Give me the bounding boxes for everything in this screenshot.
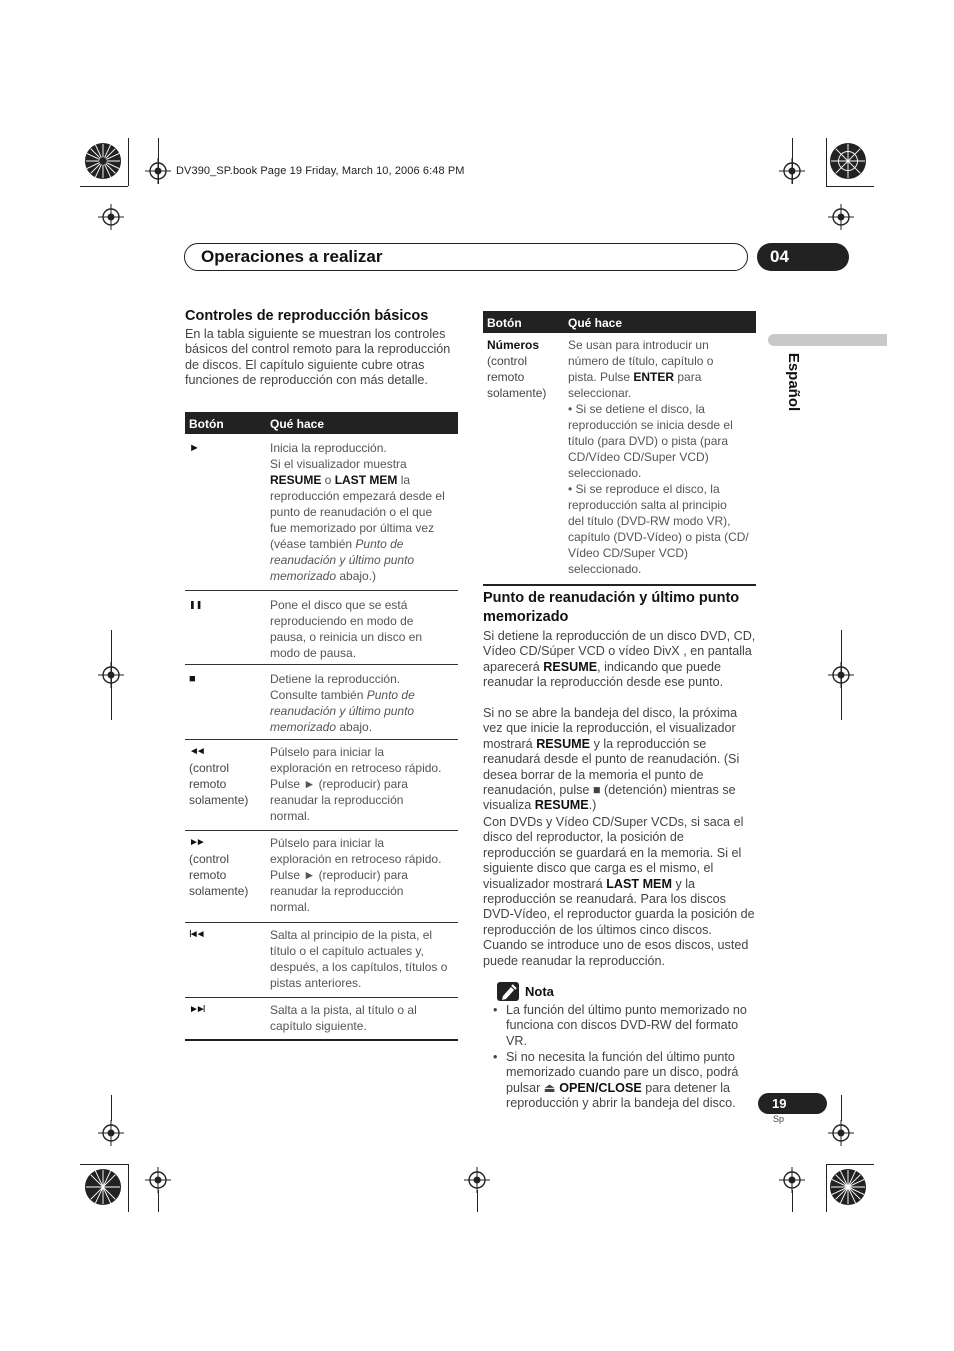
desc-line: Púlselo para iniciar la [270, 836, 385, 850]
note-label: Nota [525, 984, 554, 999]
col-header-button: Botón [189, 417, 224, 431]
col-header-what: Qué hace [270, 417, 325, 431]
table-row [185, 591, 458, 665]
desc-line-rich: memorizado abajo. [270, 720, 373, 734]
row-description [270, 440, 458, 584]
desc-line: fue memorizado por última vez [270, 521, 435, 535]
crop-line [826, 1164, 874, 1165]
crop-line [80, 1164, 128, 1165]
desc-line: • Si se reproduce el disco, la [568, 482, 720, 496]
row-key-note: (control remoto solamente) [189, 852, 249, 898]
row-description [568, 337, 756, 577]
desc-line: Detiene la reproducción. [270, 672, 401, 686]
crop-line [826, 1164, 827, 1212]
rewind-icon: ◄◄ [189, 746, 203, 757]
chapter-number: 04 [757, 243, 849, 271]
crop-line [477, 1190, 478, 1212]
registration-starburst-icon [829, 142, 867, 180]
desc-line-rich: pista. Pulse ENTER para [568, 370, 702, 384]
chapter-header [184, 243, 748, 271]
table-row [185, 831, 458, 923]
desc-line: exploración en retroceso rápido. [270, 761, 442, 775]
desc-line: número de título, capítulo o [568, 354, 714, 368]
desc-line: pausa, o reinicia un disco en [270, 630, 423, 644]
next-icon: ►►I [189, 1004, 203, 1015]
desc-line: punto de reanudación o el que [270, 505, 433, 519]
resume-paragraph-2: Si no se abre la bandeja del disco, la próxima vez que inicie la reproducción, el visualizador mostrará RESUME y la reproducción se reanudará desde el punto de reanudación. (Si desea borrar de la memoria el punto de reanudación, pulse ■ (detención) mientras se visualiza RESUME.) [483, 706, 740, 813]
desc-line: reanudar la reproducción [270, 793, 404, 807]
row-key-note: (control remoto solamente) [487, 354, 547, 400]
crop-line [826, 186, 874, 187]
play-icon: ► [189, 442, 200, 454]
resume-paragraph-3: Con DVDs y Vídeo CD/Super VCDs, si saca el disco del reproductor, la posición de reproducción se guardará en la memoria. Si el siguiente disco que carga es el mismo, el visualizador mostrará LAST MEM y la reproducción se reanudará. Para los discos DVD-Vídeo, el reproductor guarda la posición de reproducción de los últimos cinco discos. Cuando se introduce uno de esos discos, usted puede reanudar la reproducción. [483, 815, 755, 968]
desc-line: capítulo (DVD-Vídeo) o pista (CD/ [568, 530, 749, 544]
row-description [270, 597, 458, 661]
fast-forward-icon: ►► [189, 837, 203, 848]
note-text: Si no necesita la función del último punto memorizado cuando pare un disco, podrá pulsar ⏏ OPEN/CLOSE para detener la reproducción y abrir la bandeja del disco. [506, 1050, 739, 1111]
desc-line: reanudación y último punto [270, 553, 415, 567]
desc-line: Pone el disco que se está [270, 598, 408, 612]
desc-line: reanudación y último punto [270, 704, 415, 718]
registration-crosshair-icon [98, 204, 124, 230]
desc-line: Púlselo para iniciar la [270, 745, 385, 759]
side-tab-language: Español [785, 352, 802, 412]
desc-line: • Si se detiene el disco, la [568, 402, 705, 416]
desc-line: del título (DVD-RW modo VR), [568, 514, 731, 528]
table-row [185, 998, 458, 1041]
desc-line: después, a los capítulos, títulos o [270, 960, 448, 974]
registration-starburst-icon [84, 1168, 122, 1206]
chapter-title: Operaciones a realizar [201, 247, 383, 266]
desc-line: seleccionado. [568, 466, 642, 480]
numbers-key: Números [487, 338, 540, 352]
resume-paragraph-1: Si detiene la reproducción de un disco DVD, CD, Vídeo CD/Súper VCD o vídeo DivX , en pantalla aparecerá RESUME, indicando que puede reanudar la reproducción desde ese punto. [483, 629, 756, 690]
desc-line: Salta a la pista, al título o al [270, 1003, 417, 1017]
table-row [185, 665, 458, 740]
crop-line [158, 138, 159, 184]
registration-starburst-icon [84, 142, 122, 180]
desc-line: Salta al principio de la pista, el [270, 928, 433, 942]
controls-table [185, 412, 458, 1041]
crop-line [128, 138, 129, 186]
crop-line [158, 1190, 159, 1212]
desc-line: título (para DVD) o pista (para [568, 434, 729, 448]
desc-line: reproduciendo en modo de [270, 614, 414, 628]
desc-line-rich: RESUME o LAST MEM la [270, 473, 411, 487]
col-header-button: Botón [487, 316, 522, 330]
crop-line [841, 1095, 842, 1121]
bullet-icon: • [493, 1003, 498, 1017]
desc-line: título o el capítulo actuales y, [270, 944, 424, 958]
file-header: DV390_SP.book Page 19 Friday, March 10, 2006 6:48 PM [176, 165, 465, 177]
desc-line: capítulo siguiente. [270, 1019, 367, 1033]
desc-line: seleccionar. [568, 386, 632, 400]
table-row [185, 740, 458, 831]
desc-line: modo de pausa. [270, 646, 357, 660]
desc-line: Pulse ► (reproducir) para [270, 777, 408, 791]
bullet-icon: • [493, 1050, 498, 1064]
numbers-table [483, 311, 756, 586]
table-header [185, 412, 458, 434]
registration-crosshair-icon [828, 1120, 854, 1146]
previous-icon: I◄◄ [189, 929, 203, 940]
crop-line [128, 1164, 129, 1212]
crop-line [111, 1095, 112, 1121]
crop-line [80, 186, 128, 187]
page-language: Sp [773, 1114, 785, 1124]
section-heading-resume: Punto de reanudación y último punto memorizado [483, 590, 740, 625]
desc-line-rich: memorizado abajo.) [270, 569, 377, 583]
registration-crosshair-icon [98, 1120, 124, 1146]
note-text: La función del último punto memorizado no funciona con discos DVD-RW del formato VR. [506, 1003, 747, 1048]
crop-line [841, 630, 842, 720]
pause-icon: ❚❚ [189, 600, 203, 609]
desc-line: pistas anteriores. [270, 976, 362, 990]
desc-line: seleccionado. [568, 562, 642, 576]
crop-line [792, 1190, 793, 1212]
col-header-what: Qué hace [568, 316, 623, 330]
desc-line: Pulse ► (reproducir) para [270, 868, 408, 882]
desc-line-rich: (véase también Punto de [270, 537, 404, 551]
desc-line: normal. [270, 809, 311, 823]
page-number: 19 [758, 1093, 827, 1114]
crop-line [792, 138, 793, 184]
desc-line: Se usan para introducir un [568, 338, 709, 352]
row-description [270, 927, 458, 991]
desc-line: CD/Vídeo CD/Super VCD) [568, 450, 709, 464]
desc-line: reproducción salta al principio [568, 498, 727, 512]
registration-starburst-icon [829, 1168, 867, 1206]
desc-line-rich: Consulte también Punto de [270, 688, 415, 702]
row-description [270, 1002, 458, 1034]
table-row [185, 434, 458, 591]
desc-line: Inicia la reproducción. [270, 441, 387, 455]
section-heading-basic-controls: Controles de reproducción básicos [185, 308, 429, 324]
desc-line: Vídeo CD/Super VCD) [568, 546, 689, 560]
row-description [270, 744, 458, 824]
registration-crosshair-icon [828, 204, 854, 230]
note-pencil-icon [497, 982, 519, 1001]
note-item [493, 1050, 758, 1112]
intro-paragraph: En la tabla siguiente se muestran los controles básicos del control remoto para la reproducción de discos. El capítulo siguiente cubre otras funciones de reproducción con más detalle. [185, 327, 451, 388]
row-key-note: (control remoto solamente) [189, 761, 249, 807]
stop-icon: ■ [189, 673, 196, 685]
crop-line [111, 630, 112, 720]
crop-line [826, 138, 827, 186]
desc-line: reanudar la reproducción [270, 884, 404, 898]
desc-line: exploración en retroceso rápido. [270, 852, 442, 866]
desc-line: normal. [270, 900, 311, 914]
desc-line: Si el visualizador muestra [270, 457, 407, 471]
note-item [493, 1003, 758, 1049]
table-row [483, 333, 756, 586]
table-header [483, 311, 756, 333]
table-row [185, 923, 458, 998]
desc-line: reproducción empezará desde el [270, 489, 445, 503]
row-description [270, 835, 458, 915]
row-description [270, 671, 458, 735]
desc-line: reproducción se inicia desde el [568, 418, 733, 432]
